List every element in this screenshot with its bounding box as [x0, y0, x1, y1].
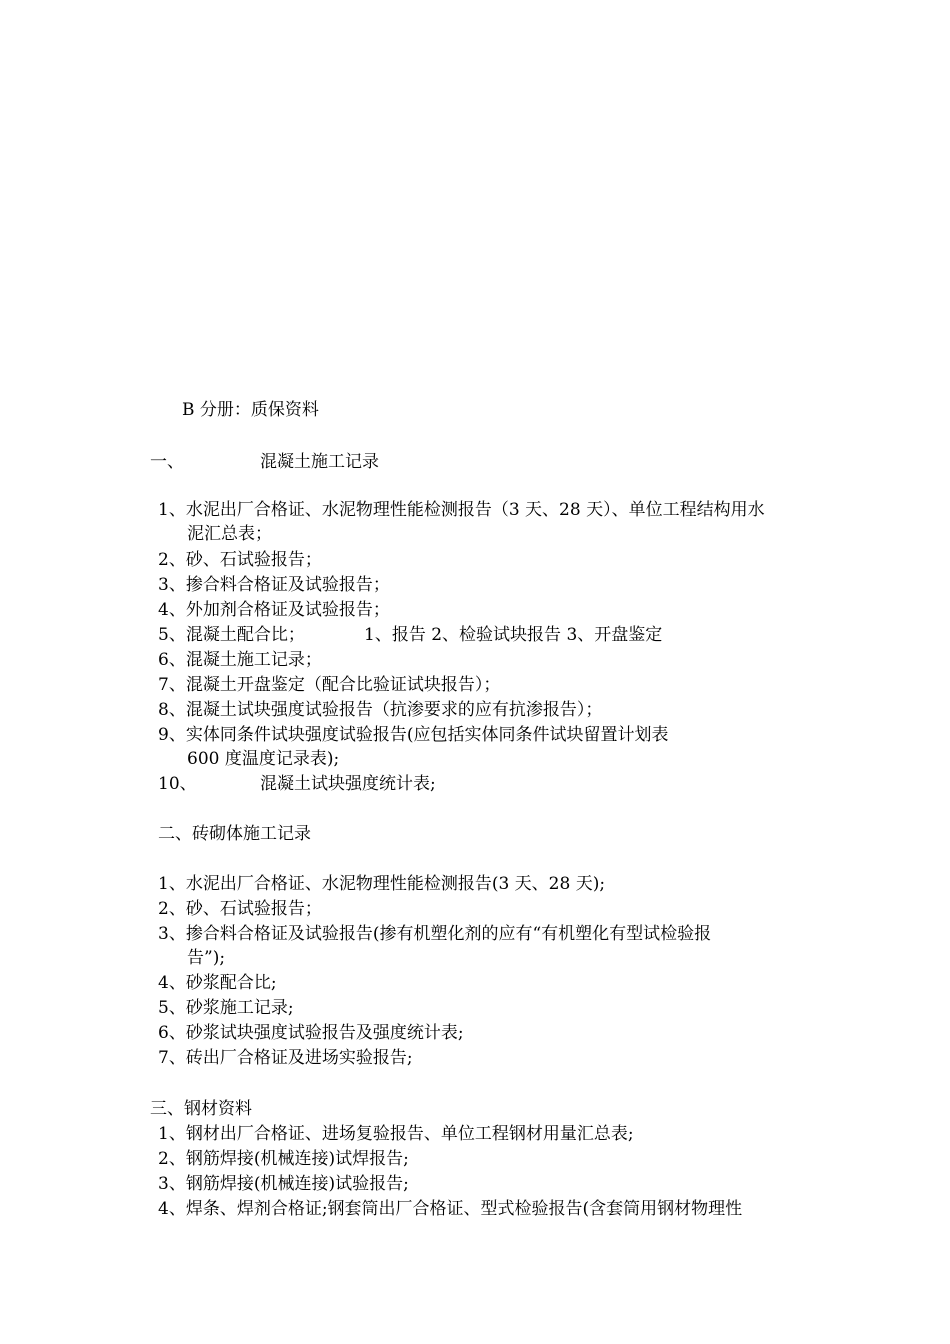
item-continuation: 600 度温度记录表);	[187, 749, 340, 769]
item-number: 3、	[158, 1174, 186, 1194]
list-item	[158, 498, 765, 522]
item-number: 9、	[158, 725, 186, 745]
item-number: 4、	[158, 600, 186, 620]
item-text: 砂浆施工记录;	[185, 998, 294, 1018]
item-text: 钢材出厂合格证、进场复验报告、单位工程钢材用量汇总表;	[185, 1124, 634, 1144]
item-extra-text: 1、报告 2、检验试块报告 3、开盘鉴定	[364, 625, 663, 645]
list-item	[158, 1172, 409, 1196]
list-item	[158, 971, 277, 995]
item-number: 1、	[158, 874, 186, 894]
item-text: 砂浆配合比;	[185, 973, 277, 993]
item-text: 砂、石试验报告；	[185, 899, 322, 919]
list-item	[158, 673, 500, 697]
item-number: 4、	[158, 1199, 186, 1219]
item-text: 混凝土施工记录；	[185, 650, 322, 670]
item-number: 6、	[158, 650, 186, 670]
item-number: 2、	[158, 1149, 186, 1169]
list-item	[158, 648, 322, 672]
item-text: 砂浆试块强度试验报告及强度统计表;	[185, 1023, 464, 1043]
item-number: 8、	[158, 700, 186, 720]
list-item	[158, 623, 305, 647]
list-item	[158, 872, 605, 896]
item-continuation: 泥汇总表；	[187, 524, 272, 544]
item-number: 1、	[158, 1124, 186, 1144]
item-number: 7、	[158, 1048, 186, 1068]
item-number: 2、	[158, 550, 186, 570]
item-text: 水泥出厂合格证、水泥物理性能检测报告（3 天、28 天）、单位工程结构用水	[185, 500, 765, 520]
item-number: 3、	[158, 575, 186, 595]
list-item	[158, 996, 294, 1020]
item-text: 钢筋焊接(机械连接)试验报告;	[185, 1174, 409, 1194]
section-heading: 三、钢材资料	[150, 1099, 252, 1119]
item-number: 2、	[158, 899, 186, 919]
item-number: 10、	[158, 774, 197, 794]
item-text: 外加剂合格证及试验报告；	[185, 600, 390, 620]
list-item	[158, 598, 390, 622]
list-item	[158, 548, 322, 572]
list-item	[158, 922, 711, 946]
item-number: 6、	[158, 1023, 186, 1043]
list-item	[158, 897, 322, 921]
item-continuation: 告”);	[187, 948, 226, 968]
list-item	[158, 723, 668, 747]
item-text: 掺合料合格证及试验报告(掺有机塑化剂的应有“有机塑化有型试检验报	[185, 924, 712, 944]
item-number: 4、	[158, 973, 186, 993]
item-text: 混凝土配合比；	[185, 625, 305, 645]
list-item	[158, 573, 390, 597]
item-text: 砂、石试验报告；	[185, 550, 322, 570]
document-title: B 分册：质保资料	[182, 400, 319, 420]
section-heading: 二、砖砌体施工记录	[158, 824, 311, 844]
list-item	[158, 1147, 409, 1171]
item-text: 水泥出厂合格证、水泥物理性能检测报告(3 天、28 天);	[185, 874, 606, 894]
list-item	[158, 1122, 634, 1146]
list-item	[158, 1021, 464, 1045]
item-text: 砖出厂合格证及进场实验报告;	[185, 1048, 413, 1068]
list-item	[158, 698, 602, 722]
item-number: 3、	[158, 924, 186, 944]
item-text: 实体同条件试块强度试验报告(应包括实体同条件试块留置计划表	[185, 725, 669, 745]
item-number: 7、	[158, 675, 186, 695]
item-number: 5、	[158, 625, 186, 645]
list-item	[158, 1197, 742, 1221]
item-number: 5、	[158, 998, 186, 1018]
item-text: 钢筋焊接(机械连接)试焊报告;	[185, 1149, 409, 1169]
item-text: 混凝土试块强度统计表;	[260, 774, 436, 794]
section-heading: 混凝土施工记录	[260, 452, 379, 472]
item-text: 掺合料合格证及试验报告；	[185, 575, 390, 595]
section-heading-number: 一、	[150, 452, 184, 472]
item-text: 混凝土试块强度试验报告（抗渗要求的应有抗渗报告）；	[185, 700, 603, 720]
item-number: 1、	[158, 500, 186, 520]
list-item	[158, 1046, 413, 1070]
item-text: 焊条、焊剂合格证;钢套筒出厂合格证、型式检验报告(含套筒用钢材物理性	[185, 1199, 743, 1219]
item-text: 混凝土开盘鉴定（配合比验证试块报告）；	[185, 675, 501, 695]
